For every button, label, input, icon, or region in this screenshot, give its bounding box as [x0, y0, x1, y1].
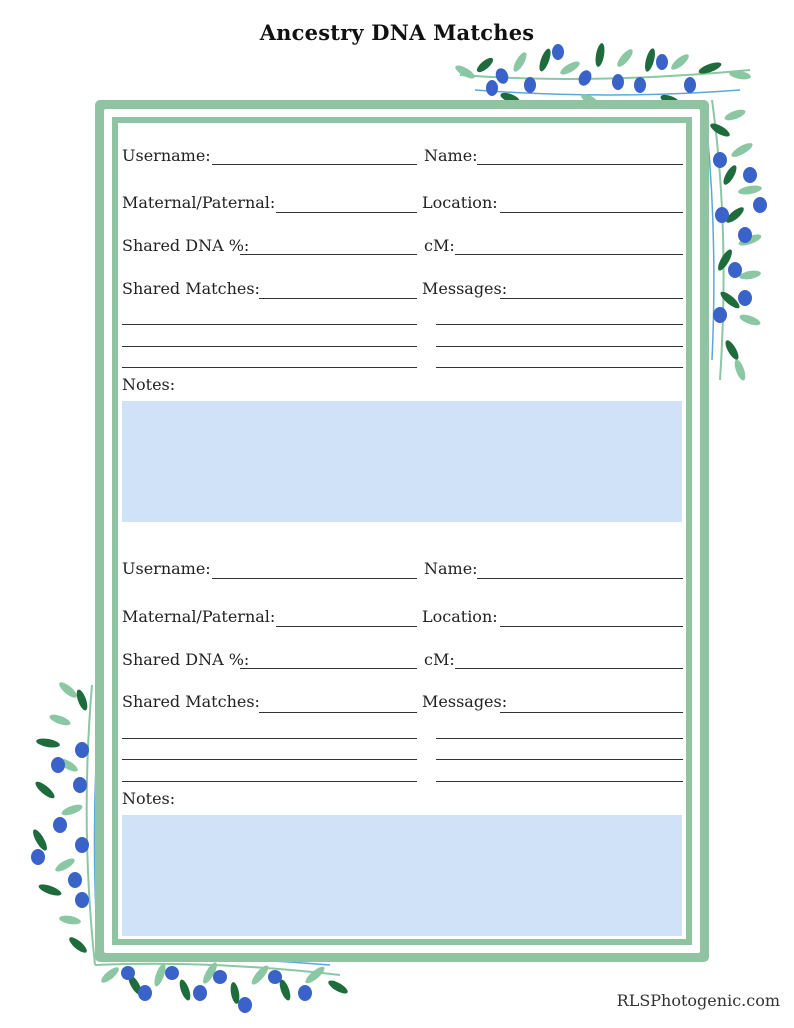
cm-field[interactable] [455, 254, 683, 255]
name-label: Name: [424, 559, 478, 578]
shared-matches-line[interactable] [122, 781, 417, 782]
maternal-paternal-label: Maternal/Paternal: [122, 607, 276, 626]
maternal-paternal-field[interactable] [276, 626, 417, 627]
messages-label: Messages: [422, 692, 508, 711]
shared-matches-label: Shared Matches: [122, 692, 260, 711]
website-credit: RLSPhotogenic.com [616, 991, 780, 1010]
notes-label: Notes: [122, 789, 176, 808]
shared-matches-line[interactable] [122, 759, 417, 760]
shared-matches-field[interactable] [259, 298, 417, 299]
cm-field[interactable] [455, 668, 683, 669]
username-label: Username: [122, 146, 211, 165]
messages-line[interactable] [436, 781, 683, 782]
maternal-paternal-label: Maternal/Paternal: [122, 193, 276, 212]
maternal-paternal-field[interactable] [276, 212, 417, 213]
shared-matches-line[interactable] [122, 346, 417, 347]
messages-line[interactable] [436, 346, 683, 347]
cm-label: cM: [424, 236, 455, 255]
messages-label: Messages: [422, 279, 508, 298]
username-field[interactable] [212, 164, 417, 165]
shared-matches-line[interactable] [122, 738, 417, 739]
name-label: Name: [424, 146, 478, 165]
messages-line[interactable] [436, 367, 683, 368]
shared-matches-label: Shared Matches: [122, 279, 260, 298]
notes-box[interactable] [122, 815, 682, 936]
messages-field[interactable] [500, 712, 683, 713]
shared-matches-line[interactable] [122, 367, 417, 368]
location-label: Location: [422, 193, 498, 212]
shared-dna-field[interactable] [240, 668, 417, 669]
shared-dna-label: Shared DNA %: [122, 650, 250, 669]
shared-matches-field[interactable] [259, 712, 417, 713]
shared-dna-field[interactable] [240, 254, 417, 255]
shared-matches-line[interactable] [122, 324, 417, 325]
cm-label: cM: [424, 650, 455, 669]
username-field[interactable] [212, 578, 417, 579]
shared-dna-label: Shared DNA %: [122, 236, 250, 255]
messages-line[interactable] [436, 759, 683, 760]
name-field[interactable] [477, 164, 683, 165]
notes-box[interactable] [122, 401, 682, 522]
page-title: Ancestry DNA Matches [259, 20, 535, 45]
messages-field[interactable] [500, 298, 683, 299]
location-field[interactable] [500, 212, 683, 213]
location-label: Location: [422, 607, 498, 626]
messages-line[interactable] [436, 738, 683, 739]
notes-label: Notes: [122, 375, 176, 394]
name-field[interactable] [477, 578, 683, 579]
username-label: Username: [122, 559, 211, 578]
messages-line[interactable] [436, 324, 683, 325]
location-field[interactable] [500, 626, 683, 627]
